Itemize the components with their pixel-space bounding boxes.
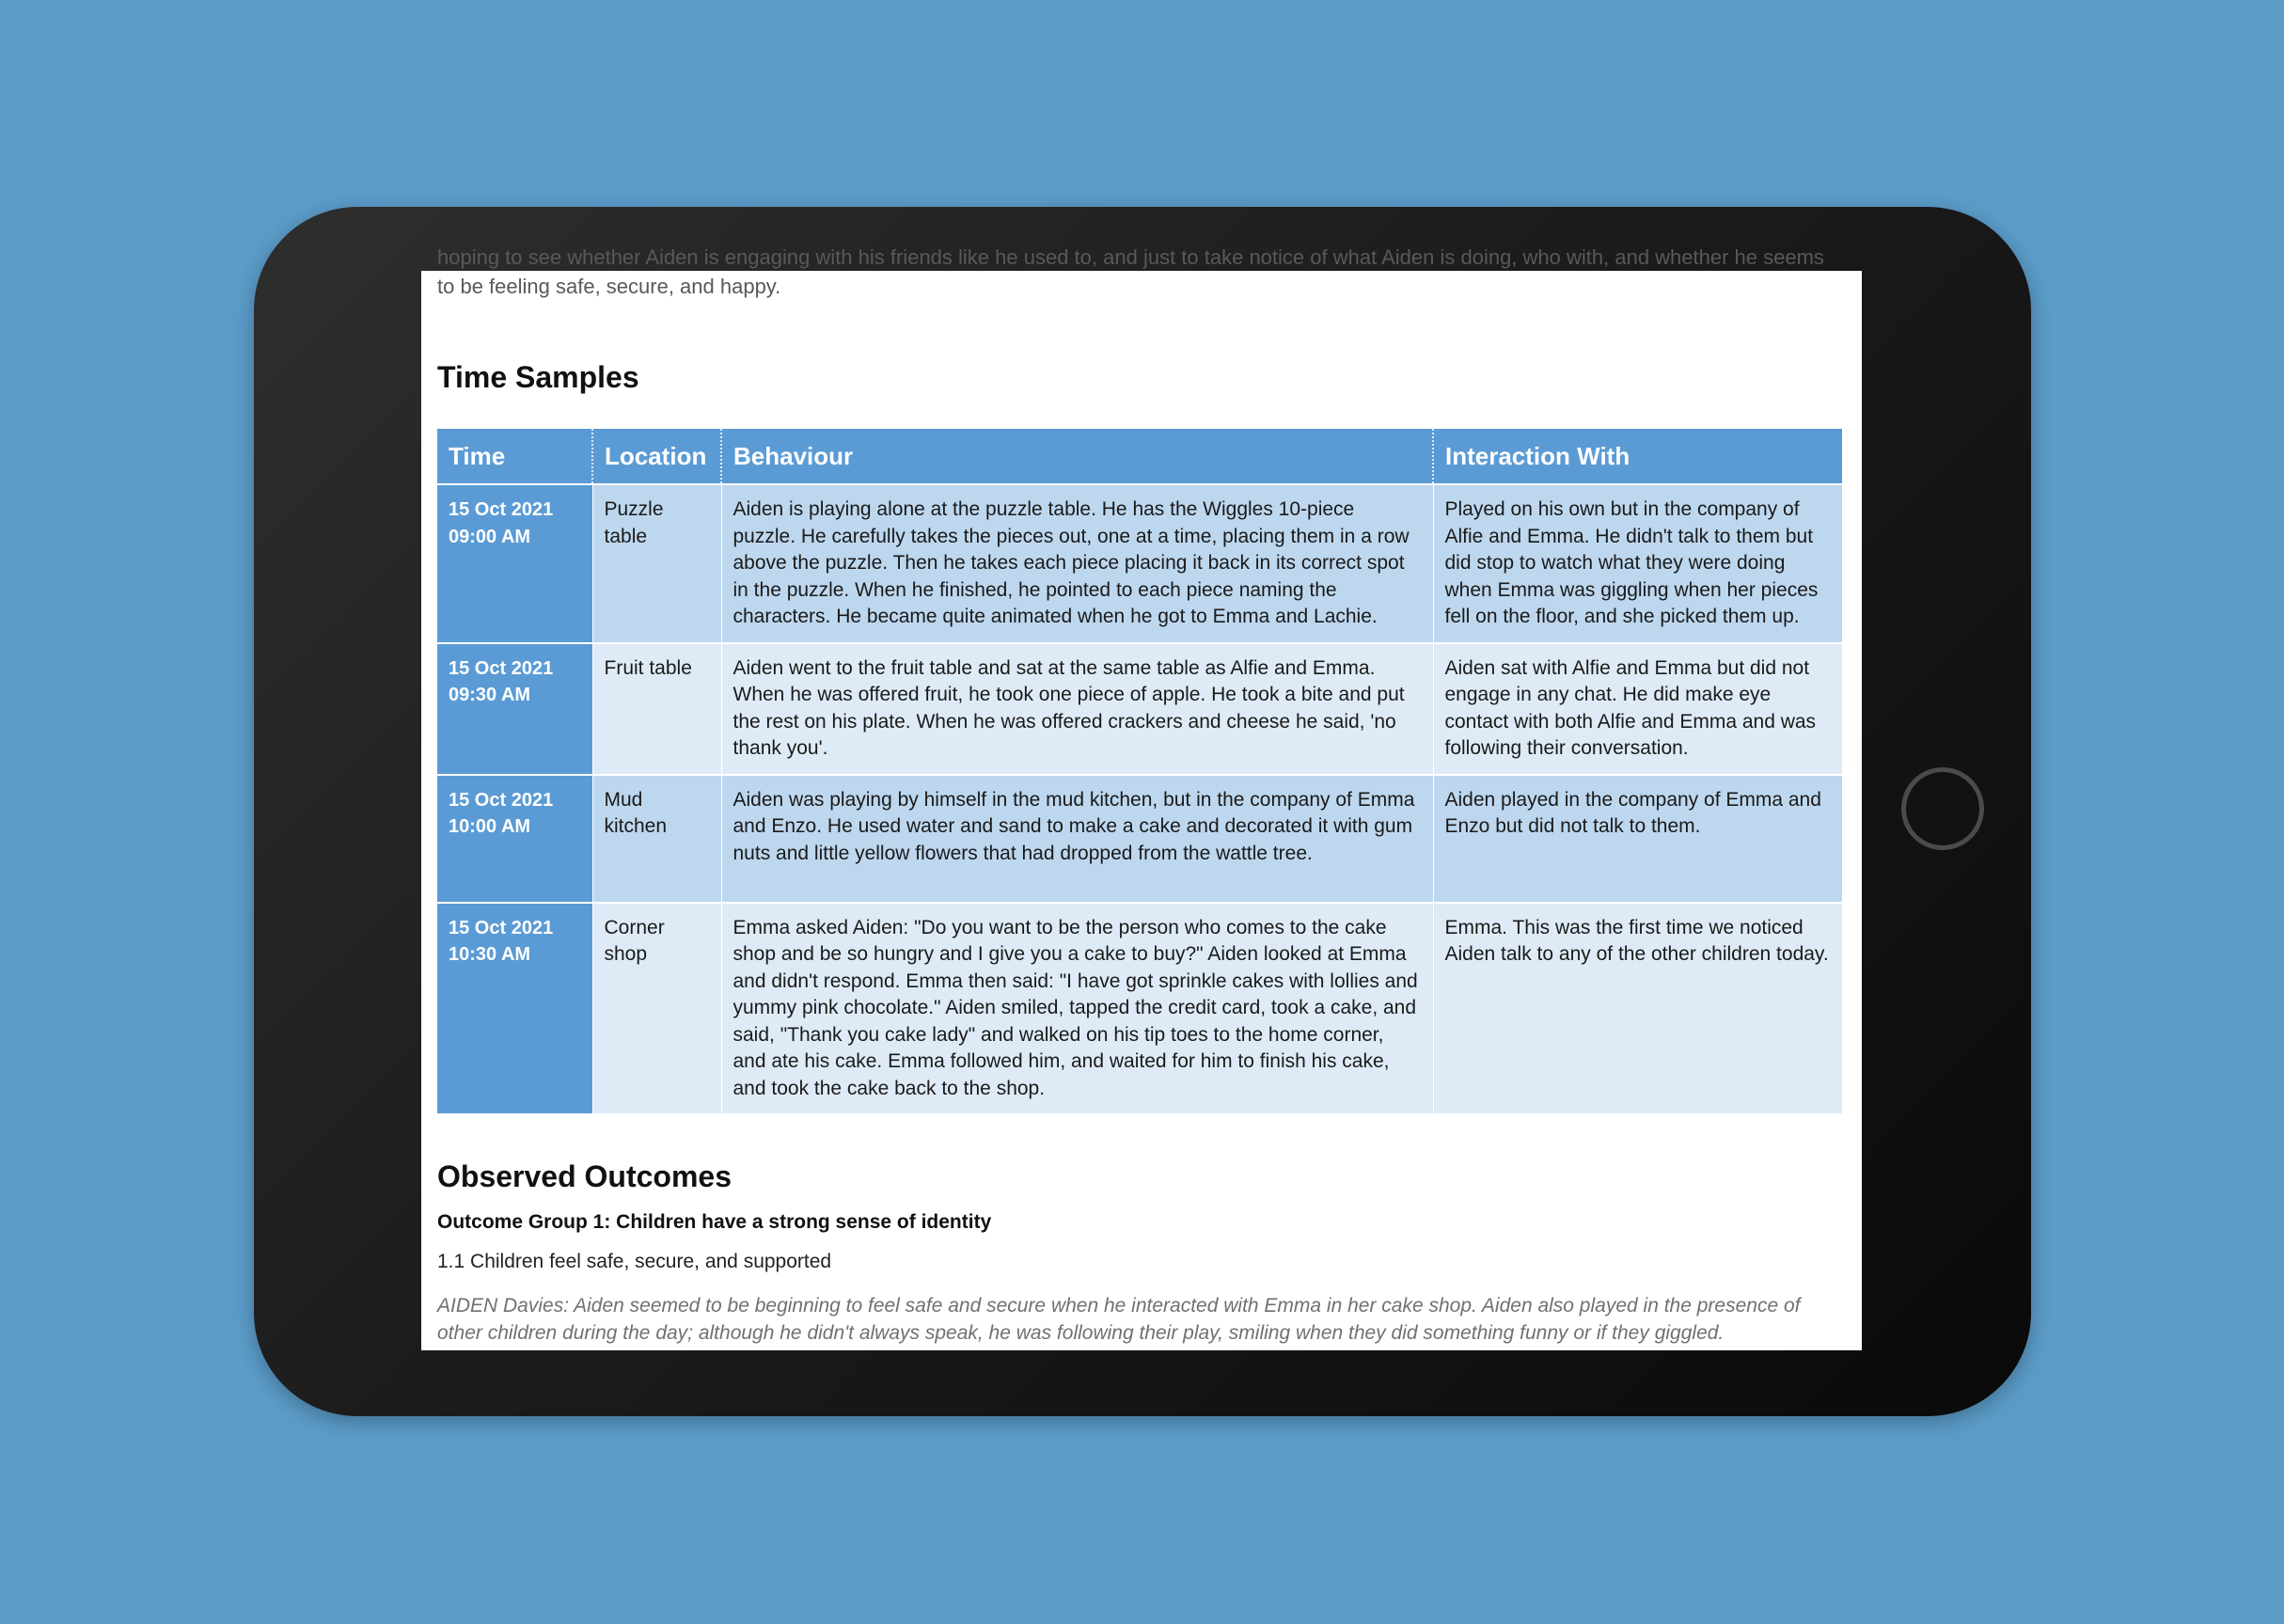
tablet-device — [254, 207, 2031, 1416]
time-samples-table — [437, 429, 1842, 1113]
table-header-row — [437, 429, 1842, 484]
location-cell: Fruit table — [592, 643, 721, 775]
sample-date: 15 Oct 2021 — [449, 657, 554, 679]
interaction-cell: Played on his own but in the company of Alfie and Emma. He didn't talk to them but did stop to watch what they were doing when Emma was giggling when her pieces fell on the floor, and she picked them up. — [1433, 484, 1842, 643]
observed-outcomes-heading: Observed Outcomes — [437, 1159, 732, 1193]
interaction-cell: Aiden sat with Alfie and Emma but did not engage in any chat. He did make eye contact with both Alfie and Emma and was following their conversation. — [1433, 643, 1842, 775]
header-time: Time — [437, 429, 592, 484]
header-interaction-with: Interaction With — [1433, 429, 1842, 484]
sample-date: 15 Oct 2021 — [449, 499, 554, 520]
behaviour-cell: Emma asked Aiden: "Do you want to be the person who comes to the cake shop and be so hungry and I give you a cake to buy?" Aiden looked at Emma and didn't respond. Emma then said: "I have got sprinkle cakes with lollies and yummy pink chocolate." Aiden smiled, tapped the credit card, took a cake, and said, "Thank you cake lady" and walked on his tip toes to the home corner, and ate his cake. Emma followed him, and waited for him to finish his cake, and took the cake back to the shop. — [721, 903, 1433, 1114]
sample-time: 10:30 AM — [449, 944, 531, 965]
sample-time: 10:00 AM — [449, 816, 531, 837]
table-row — [437, 775, 1842, 903]
observation-note: AIDEN Davies: Aiden seemed to be beginning to feel safe and secure when he interacted with Emma in her cake shop. Aiden also played in the presence of other children during the day; although he didn't always speak, he was following their play, smiling when they did something funny or if they giggled. — [437, 1295, 1801, 1344]
location-cell: Corner shop — [592, 903, 721, 1114]
header-behaviour: Behaviour — [721, 429, 1433, 484]
table-row — [437, 484, 1842, 643]
time-cell — [437, 484, 592, 643]
behaviour-cell: Aiden was playing by himself in the mud kitchen, but in the company of Emma and Enzo. He used water and sand to make a cake and decorated it with gum nuts and little yellow flowers that had dropped from the wattle tree. — [721, 775, 1433, 903]
outcome-group-title: Outcome Group 1: Children have a strong sense of identity — [437, 1211, 992, 1233]
time-cell — [437, 775, 592, 903]
sample-time: 09:30 AM — [449, 685, 531, 705]
header-location: Location — [592, 429, 721, 484]
time-cell — [437, 903, 592, 1114]
time-cell — [437, 643, 592, 775]
sample-time: 09:00 AM — [449, 526, 531, 547]
sample-date: 15 Oct 2021 — [449, 789, 554, 811]
tablet-screen[interactable] — [421, 245, 1862, 1350]
sub-outcome: 1.1 Children feel safe, secure, and supported — [437, 1251, 832, 1272]
interaction-cell: Emma. This was the first time we noticed Aiden talk to any of the other children today. — [1433, 903, 1842, 1114]
interaction-cell: Aiden played in the company of Emma and Enzo but did not talk to them. — [1433, 775, 1842, 903]
time-samples-heading: Time Samples — [437, 360, 639, 394]
behaviour-cell: Aiden is playing alone at the puzzle table. He has the Wiggles 10-piece puzzle. He carefully takes the pieces out, one at a time, placing them in a row above the puzzle. Then he takes each piece placing it back in its correct spot in the puzzle. When he finished, he pointed to each piece naming the characters. He became quite animated when he got to Emma and Lachie. — [721, 484, 1433, 643]
intro-paragraph: hoping to see whether Aiden is engaging with his friends like he used to, and just to take notice of what Aiden is doing, who with, and whether he seems to be feeling safe, secure, and happy. — [437, 245, 1824, 298]
table-row — [437, 643, 1842, 775]
sample-date: 15 Oct 2021 — [449, 917, 554, 938]
location-cell: Puzzle table — [592, 484, 721, 643]
behaviour-cell: Aiden went to the fruit table and sat at the same table as Alfie and Emma. When he was offered fruit, he took one piece of apple. He took a bite and put the rest on his plate. When he was offered crackers and cheese he said, 'no thank you'. — [721, 643, 1433, 775]
table-row — [437, 903, 1842, 1114]
home-button[interactable] — [1901, 767, 1984, 850]
location-cell: Mud kitchen — [592, 775, 721, 903]
document-page — [437, 245, 1842, 1344]
